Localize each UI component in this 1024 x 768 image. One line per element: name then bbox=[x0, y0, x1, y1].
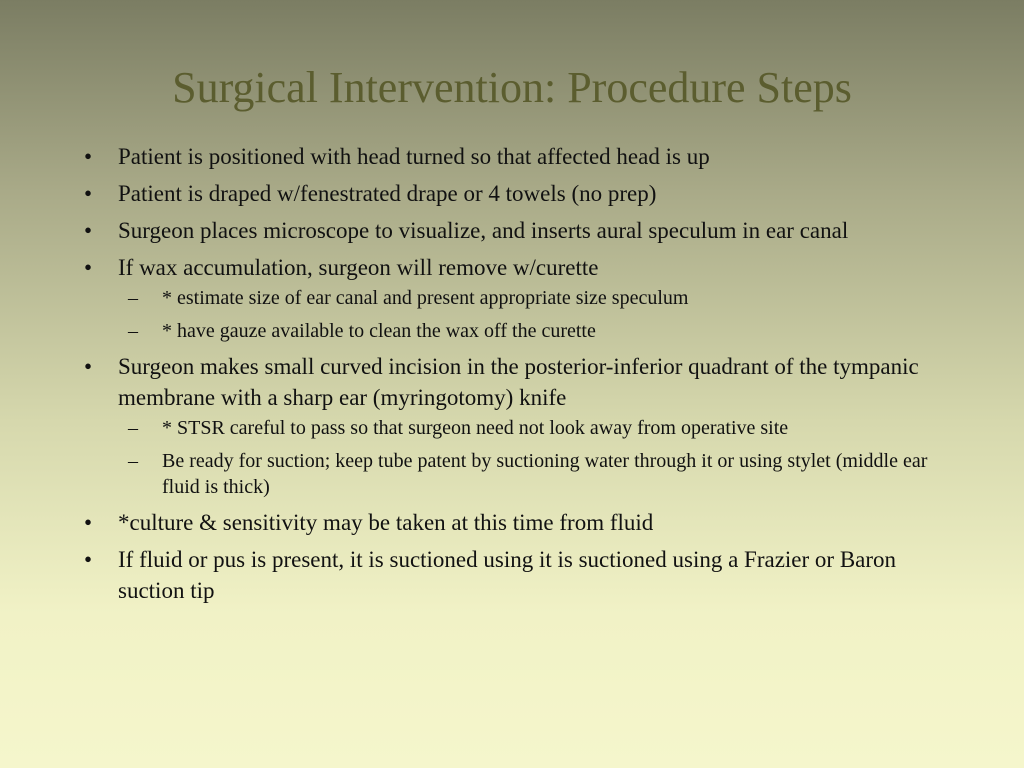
slide-content bbox=[70, 141, 950, 612]
sub-bullet-text: * estimate size of ear canal and present appropriate size speculum bbox=[162, 287, 689, 309]
bullet-item bbox=[70, 252, 950, 344]
bullet-icon: • bbox=[84, 181, 93, 206]
bullet-list bbox=[70, 141, 950, 606]
bullet-text: Patient is positioned with head turned so that affected head is up bbox=[118, 144, 710, 169]
sub-bullet-item bbox=[116, 448, 950, 500]
sub-bullet-text: * STSR careful to pass so that surgeon need not look away from operative site bbox=[162, 417, 789, 439]
bullet-text: *culture & sensitivity may be taken at this time from fluid bbox=[118, 510, 654, 535]
bullet-item bbox=[70, 215, 950, 246]
bullet-text: If wax accumulation, surgeon will remove w/curette bbox=[118, 255, 599, 280]
sub-bullet-item bbox=[116, 415, 950, 441]
bullet-text: Surgeon makes small curved incision in the posterior-inferior quadrant of the tympanic membrane with a sharp ear (myringotomy) knife bbox=[118, 354, 919, 410]
bullet-icon: • bbox=[84, 144, 93, 169]
sub-bullet-item bbox=[116, 318, 950, 344]
bullet-icon: • bbox=[84, 255, 93, 280]
sub-bullet-list bbox=[118, 415, 950, 500]
sub-bullet-list bbox=[118, 285, 950, 344]
dash-icon: – bbox=[128, 450, 138, 472]
bullet-item bbox=[70, 351, 950, 500]
dash-icon: – bbox=[128, 287, 138, 309]
dash-icon: – bbox=[128, 320, 138, 342]
bullet-text: Surgeon places microscope to visualize, and inserts aural speculum in ear canal bbox=[118, 218, 849, 243]
sub-bullet-text: Be ready for suction; keep tube patent by suctioning water through it or using stylet (middle ear fluid is thick) bbox=[162, 450, 928, 498]
bullet-icon: • bbox=[84, 510, 93, 535]
bullet-icon: • bbox=[84, 218, 93, 243]
bullet-item bbox=[70, 507, 950, 538]
bullet-icon: • bbox=[84, 547, 93, 572]
slide-title: Surgical Intervention: Procedure Steps bbox=[172, 63, 852, 112]
bullet-item bbox=[70, 178, 950, 209]
bullet-item bbox=[70, 544, 950, 606]
bullet-text: Patient is draped w/fenestrated drape or 4 towels (no prep) bbox=[118, 181, 657, 206]
bullet-item bbox=[70, 141, 950, 172]
sub-bullet-item bbox=[116, 285, 950, 311]
bullet-text: If fluid or pus is present, it is suctioned using it is suctioned using a Frazier or Baron suction tip bbox=[118, 547, 897, 603]
bullet-icon: • bbox=[84, 354, 93, 379]
sub-bullet-text: * have gauze available to clean the wax off the curette bbox=[162, 320, 596, 342]
dash-icon: – bbox=[128, 417, 138, 439]
